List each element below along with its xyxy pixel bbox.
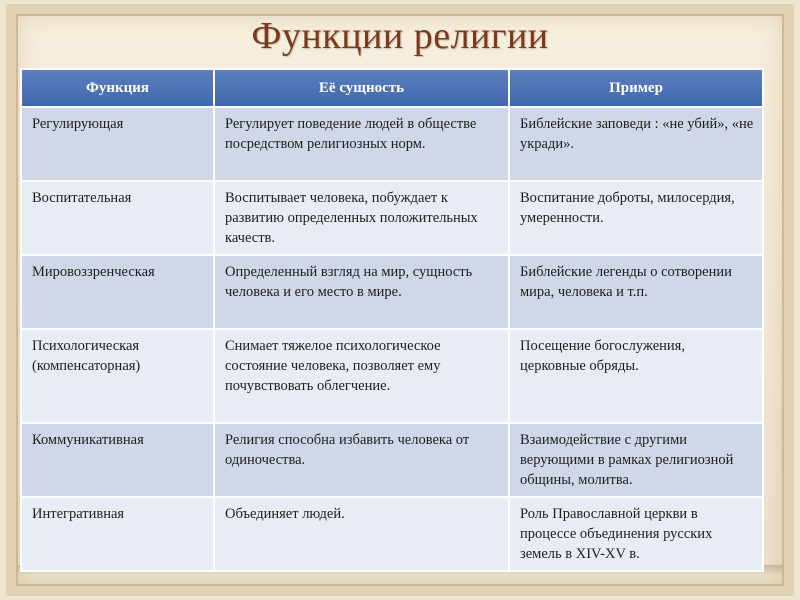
table-row <box>21 423 763 497</box>
function-cell: Регулирующая <box>21 107 214 181</box>
function-cell: Интегративная <box>21 497 214 571</box>
function-cell: Мировоззренческая <box>21 255 214 329</box>
example-cell: Роль Православной церкви в процессе объединения русских земель в XIV-XV в. <box>509 497 763 571</box>
header-essence: Её сущность <box>214 69 509 107</box>
functions-table-container <box>20 68 762 572</box>
functions-table <box>20 68 764 572</box>
function-cell: Психологическая (компенсаторная) <box>21 329 214 423</box>
essence-cell: Объединяет людей. <box>214 497 509 571</box>
table-row <box>21 255 763 329</box>
table-row <box>21 181 763 255</box>
essence-cell: Снимает тяжелое психологическое состояние человека, позволяет ему почувствовать облегчение. <box>214 329 509 423</box>
header-example: Пример <box>509 69 763 107</box>
function-cell: Воспитательная <box>21 181 214 255</box>
example-cell: Воспитание доброты, милосердия, умеренности. <box>509 181 763 255</box>
example-cell: Библейские легенды о сотворении мира, человека и т.п. <box>509 255 763 329</box>
essence-cell: Воспитывает человека, побуждает к развитию определенных положительных качеств. <box>214 181 509 255</box>
example-cell: Взаимодействие с другими верующими в рамках религиозной общины, молитва. <box>509 423 763 497</box>
table-row <box>21 107 763 181</box>
essence-cell: Регулирует поведение людей в обществе посредством религиозных норм. <box>214 107 509 181</box>
table-row <box>21 497 763 571</box>
essence-cell: Религия способна избавить человека от одиночества. <box>214 423 509 497</box>
table-header-row <box>21 69 763 107</box>
slide-title: Функции религии <box>251 15 549 57</box>
example-cell: Посещение богослужения, церковные обряды. <box>509 329 763 423</box>
header-function: Функция <box>21 69 214 107</box>
table-row <box>21 329 763 423</box>
function-cell: Коммуникативная <box>21 423 214 497</box>
example-cell: Библейские заповеди : «не убий», «не укради». <box>509 107 763 181</box>
essence-cell: Определенный взгляд на мир, сущность человека и его место в мире. <box>214 255 509 329</box>
